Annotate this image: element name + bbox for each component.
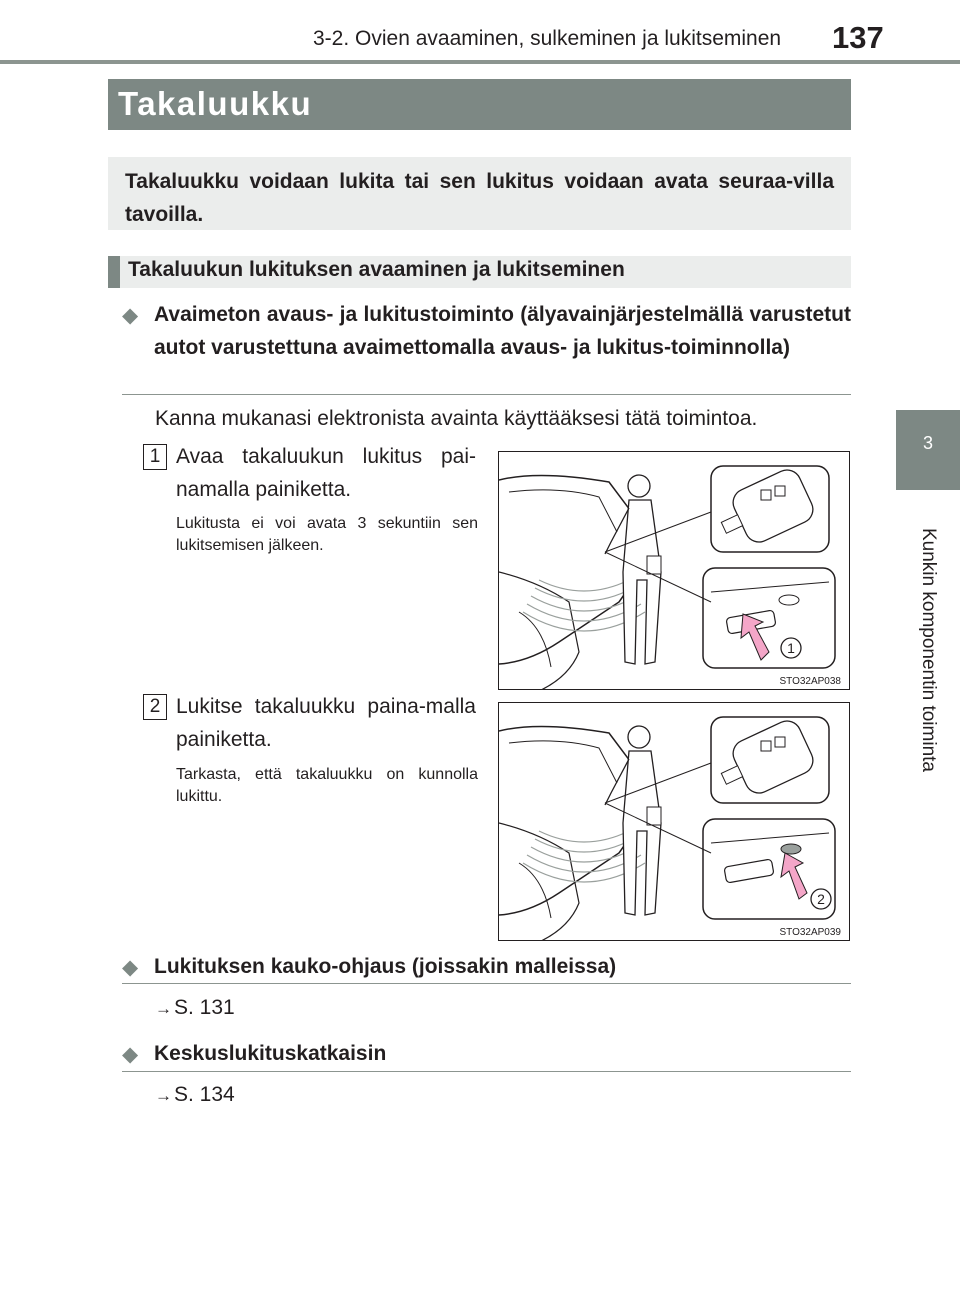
section-rule (122, 1071, 851, 1072)
section-description: Kanna mukanasi elektronista avainta käyttääksesi tätä toimintoa. (155, 407, 758, 430)
header-rule (0, 60, 960, 64)
reference-text: S. 131 (174, 996, 235, 1019)
figure-code: STO32AP039 (779, 927, 841, 938)
illustration-unlock (498, 451, 850, 690)
callout-number: 1 (787, 640, 795, 656)
chapter-number: 3 (922, 433, 933, 453)
section-heading-remote (122, 950, 851, 983)
step-note: Tarkasta, että takaluukku on kunnolla lukittu. (176, 766, 478, 805)
chapter-title-vertical (896, 490, 960, 810)
illustration-lock (498, 702, 850, 941)
diamond-icon: ◆ (122, 304, 139, 327)
diamond-icon: ◆ (122, 956, 139, 979)
section-heading-text: Avaimeton avaus- ja lukitustoiminto (älyavainjärjestelmällä varustetut autot varustettuna avaimettomalla avaus- ja lukitus-toiminnolla) (154, 303, 851, 359)
subheading-bar (108, 256, 851, 288)
reference-text: S. 134 (174, 1083, 235, 1106)
header-section-title: 3-2. Ovien avaaminen, sulkeminen ja lukitseminen (313, 27, 782, 50)
car-rear-illustration (499, 703, 850, 941)
section-rule (122, 394, 851, 395)
chapter-title: Kunkin komponentin toiminta (918, 528, 939, 772)
page-reference[interactable] (155, 996, 235, 1020)
page-number: 137 (832, 20, 884, 55)
section-rule (122, 983, 851, 984)
intro-text: Takaluukku voidaan lukita tai sen lukitus voidaan avata seuraa-villa tavoilla. (125, 170, 834, 226)
step-note: Lukitusta ei voi avata 3 sekuntiin sen lukitsemisen jälkeen. (176, 515, 478, 554)
step-number-badge: 2 (143, 694, 167, 720)
section-heading-text: Lukituksen kauko-ohjaus (joissakin malleissa) (154, 955, 617, 978)
step-text: Lukitse takaluukku paina-malla painiketta. (176, 695, 476, 751)
page-title-bar (108, 79, 851, 130)
section-heading-central-lock (122, 1037, 851, 1070)
callout-number: 2 (817, 891, 825, 907)
subheading-text: Takaluukun lukituksen avaaminen ja lukitseminen (128, 258, 625, 281)
page-reference[interactable] (155, 1083, 235, 1107)
step-number-badge: 1 (143, 444, 167, 470)
section-heading-keyless (122, 298, 851, 364)
step-text: Avaa takaluukun lukitus pai-namalla painiketta. (176, 445, 476, 501)
figure-code: STO32AP038 (779, 676, 841, 687)
arrow-right-icon: → (155, 1086, 172, 1105)
arrow-right-icon: → (155, 999, 172, 1018)
diamond-icon: ◆ (122, 1043, 139, 1066)
intro-box (108, 157, 851, 230)
page-title: Takaluukku (118, 85, 313, 122)
section-heading-text: Keskuslukituskatkaisin (154, 1042, 387, 1065)
